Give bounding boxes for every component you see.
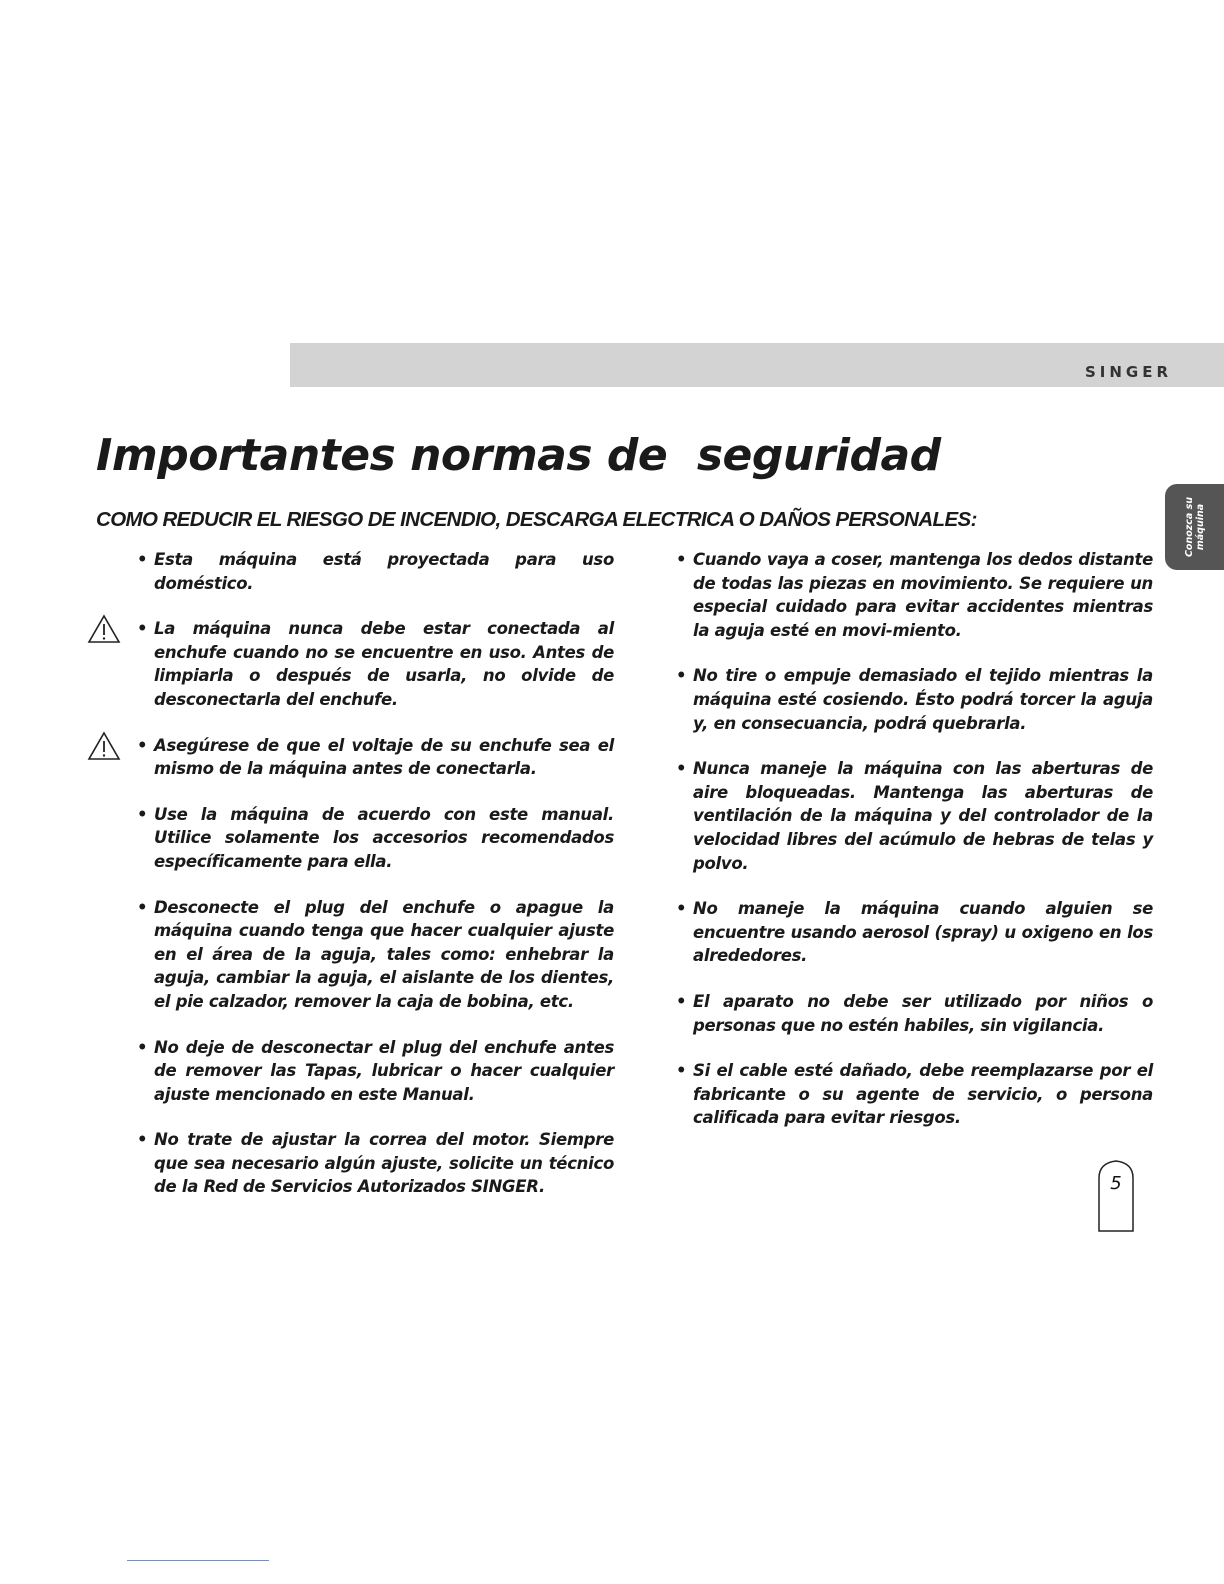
- warning-item-wrapper: [154, 617, 614, 711]
- safety-item: • Desconecte el plug del enchufe o apague la máquina cuando tenga que hacer cualquier ajuste en el área de la aguja, tales como: enhebrar la aguja, cambiar la aguja, el aislante de los dientes, el pie calzador, remover la caja de bobina, etc.: [154, 896, 614, 1014]
- brand-name: SINGER: [1084, 363, 1172, 381]
- safety-item: • No tire o empuje demasiado el tejido mientras la máquina esté cosiendo. Ésto podrá torcer la aguja y, en consecuancia, podrá quebrarla.: [693, 664, 1153, 735]
- safety-item-warning: • La máquina nunca debe estar conectada al enchufe cuando no se encuentre en uso. Antes de limpiarla o después de usarla, no olvide de desconectarla del enchufe.: [154, 617, 614, 711]
- left-column: [154, 548, 614, 1221]
- header-band: [290, 343, 1224, 387]
- safety-item: • Cuando vaya a coser, mantenga los dedos distante de todas las piezas en movimiento. Se requiere un especial cuidado para evitar accidentes mientras la aguja esté en movi-miento.: [693, 548, 1153, 642]
- safety-item: • Use la máquina de acuerdo con este manual. Utilice solamente los accesorios recomendados específicamente para ella.: [154, 803, 614, 874]
- section-subtitle: COMO REDUCIR EL RIESGO DE INCENDIO, DESCARGA ELECTRICA O DAÑOS PERSONALES:: [96, 508, 977, 531]
- page-number-box: [1098, 1160, 1134, 1232]
- right-column: [693, 548, 1153, 1152]
- warning-triangle-icon: [87, 614, 121, 644]
- warning-item-wrapper: [154, 734, 614, 781]
- page-title: Importantes normas de seguridad: [96, 430, 941, 481]
- safety-item: • No deje de desconectar el plug del enchufe antes de remover las Tapas, lubricar o hacer cualquier ajuste mencionado en este Manual.: [154, 1036, 614, 1107]
- section-side-tab: [1165, 484, 1224, 570]
- page-number: 5: [1110, 1173, 1122, 1194]
- warning-triangle-icon: [87, 731, 121, 761]
- safety-item: • Esta máquina está proyectada para uso doméstico.: [154, 548, 614, 595]
- footer-rule: [127, 1560, 269, 1561]
- page-tab-outline-icon: [1098, 1160, 1134, 1232]
- safety-item: • Nunca maneje la máquina con las aberturas de aire bloqueadas. Mantenga las aberturas de ventilación de la máquina y del controlador de la velocidad libres del acúmulo de hebras de telas y polvo.: [693, 757, 1153, 875]
- safety-item: • El aparato no debe ser utilizado por niños o personas que no estén habiles, sin vigilancia.: [693, 990, 1153, 1037]
- safety-item: • No maneje la máquina cuando alguien se encuentre usando aerosol (spray) u oxigeno en los alrededores.: [693, 897, 1153, 968]
- side-tab-label: Conozca su máquina: [1183, 496, 1206, 558]
- safety-item: • No trate de ajustar la correa del motor. Siempre que sea necesario algún ajuste, solicite un técnico de la Red de Servicios Autorizados SINGER.: [154, 1128, 614, 1199]
- safety-item: • Si el cable esté dañado, debe reemplazarse por el fabricante o su agente de servicio, o persona calificada para evitar riesgos.: [693, 1059, 1153, 1130]
- safety-item-warning: • Asegúrese de que el voltaje de su enchufe sea el mismo de la máquina antes de conectarla.: [154, 734, 614, 781]
